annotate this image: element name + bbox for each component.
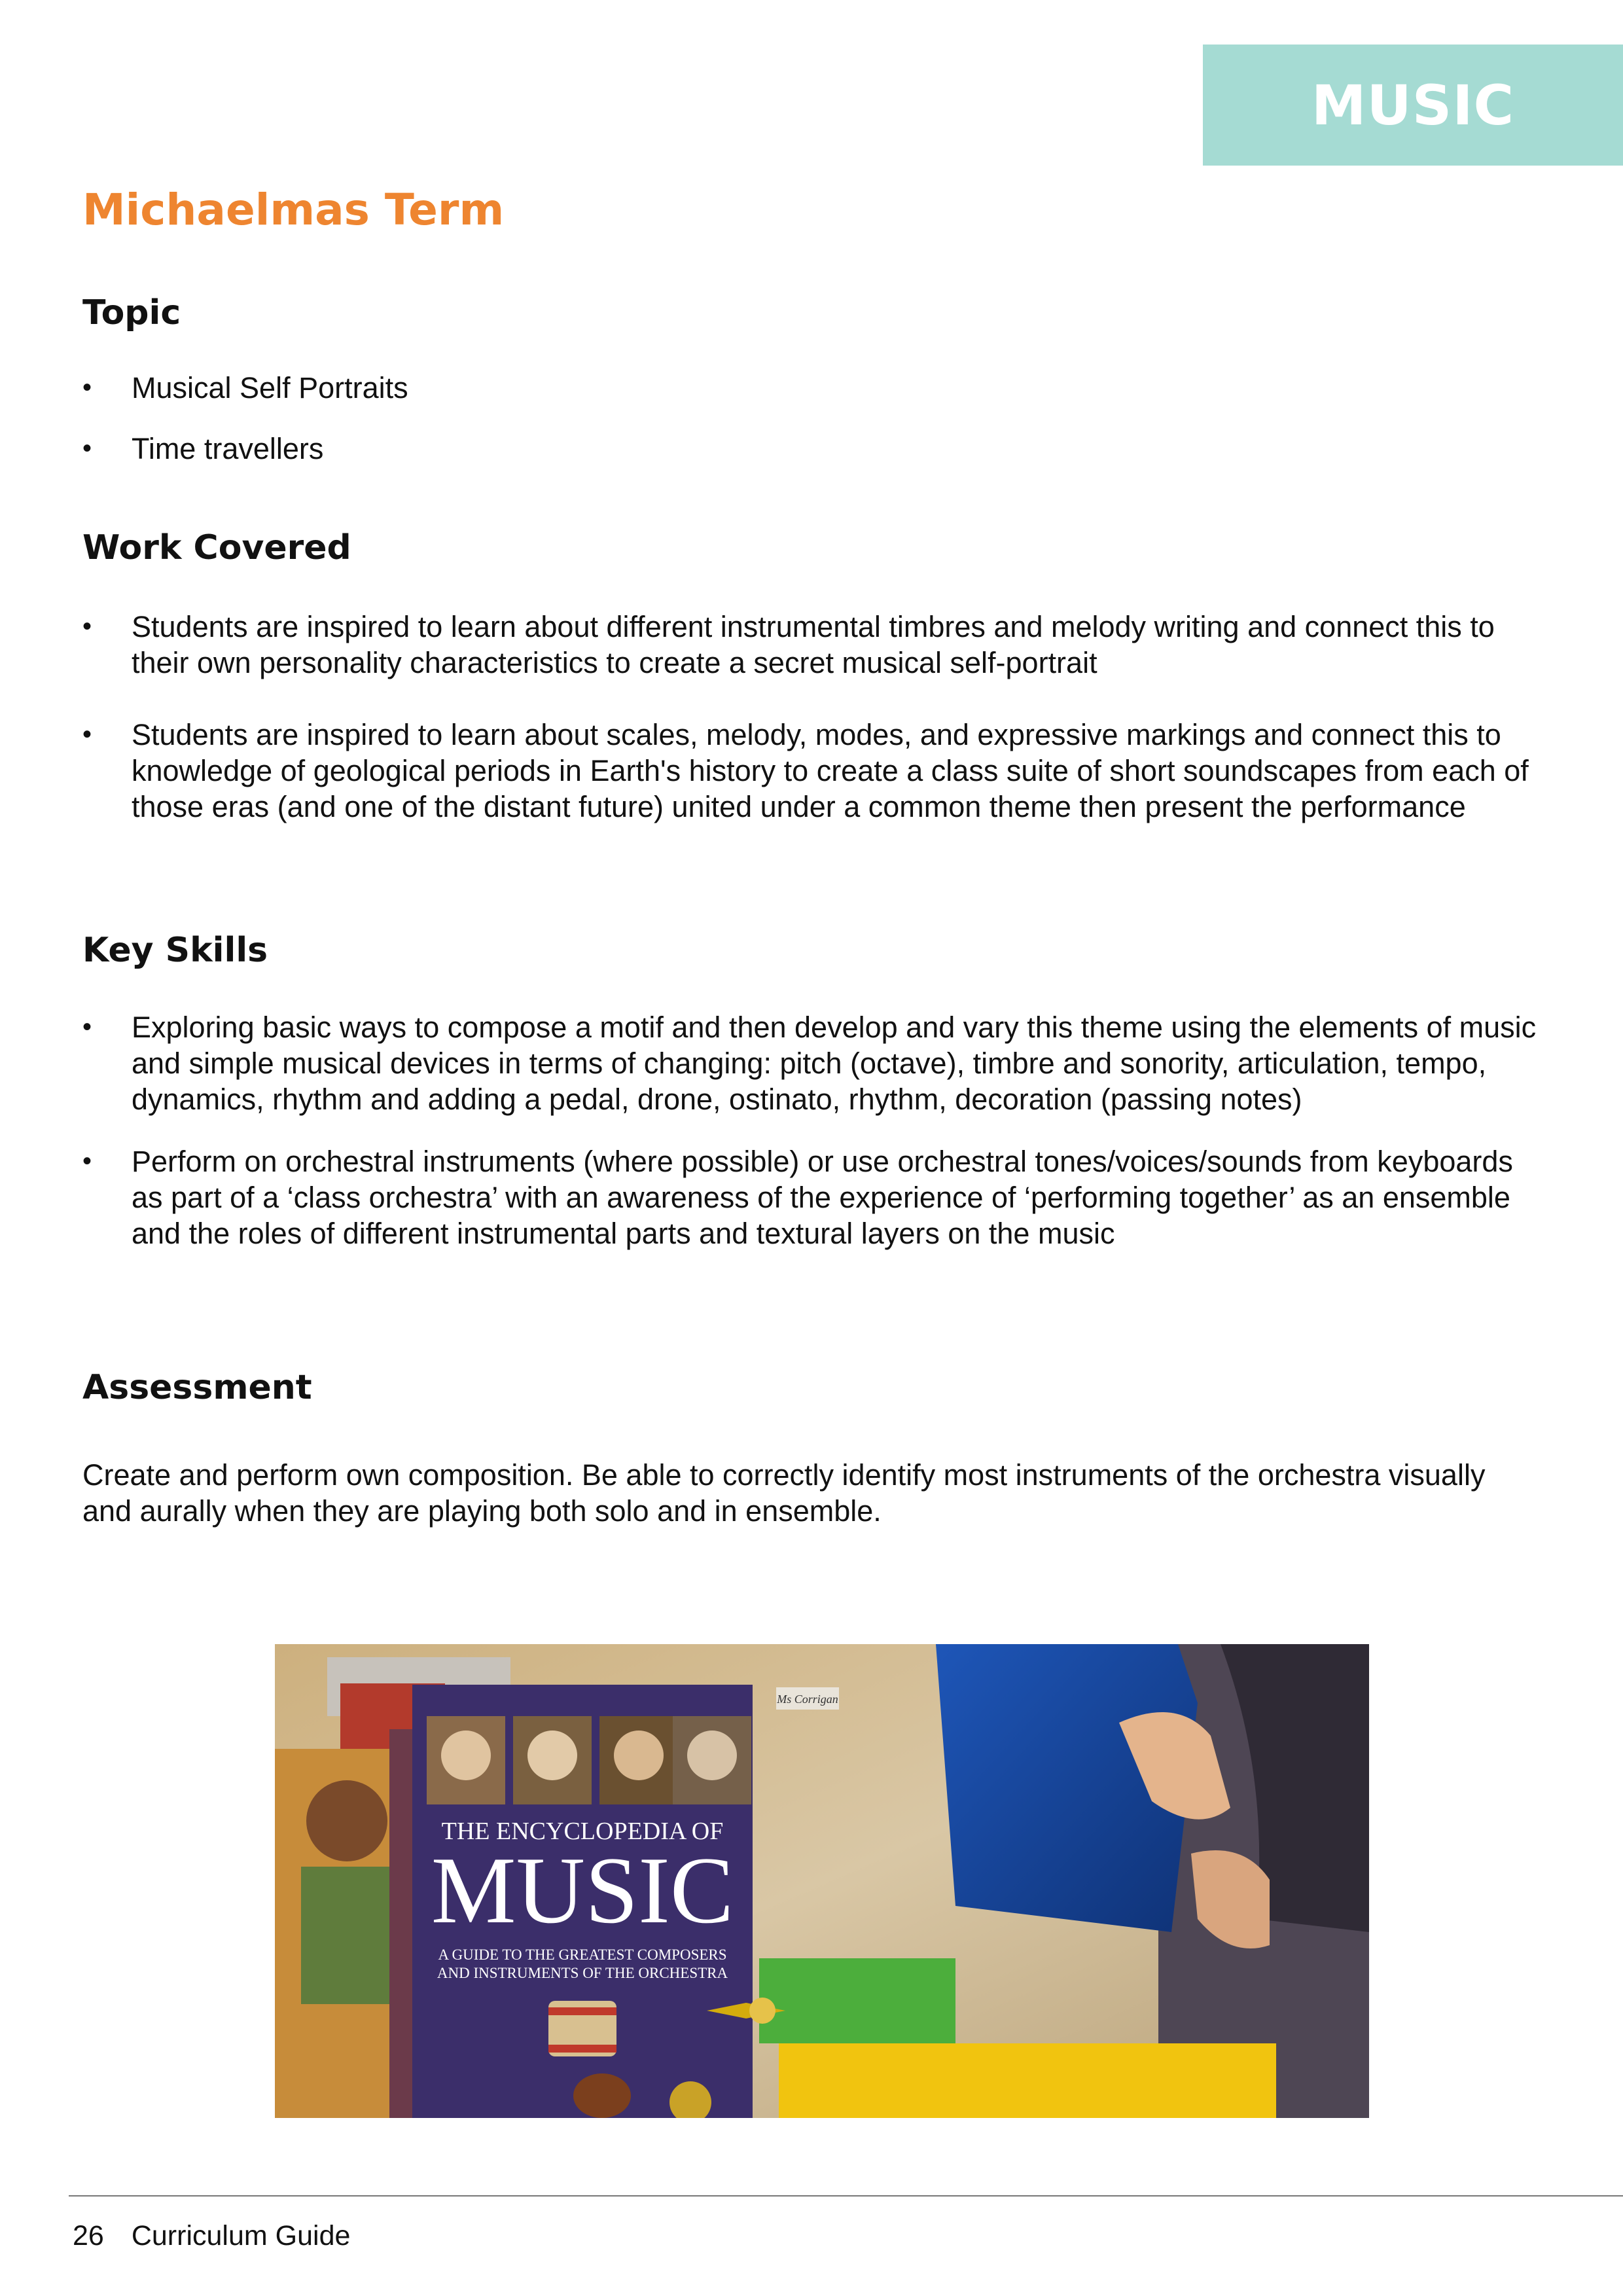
footer-rule xyxy=(69,2195,1623,2197)
book-title-line2: MUSIC xyxy=(431,1837,734,1943)
assessment-text: Create and perform own composition. Be able to correctly identify most instruments of the orchestra visually and aurally when they are playing both solo and in ensemble. xyxy=(82,1458,1486,1528)
topic-heading: Topic xyxy=(82,293,181,332)
assessment-heading: Assessment xyxy=(82,1368,312,1407)
work-covered-list xyxy=(82,609,1542,825)
list-item: • Students are inspired to learn about different instrumental timbres and melody writing and connect this to their own personality characteristics to create a secret musical self-portrait xyxy=(82,609,1542,681)
list-item: • Perform on orchestral instruments (where possible) or use orchestral tones/voices/sounds from keyboards as part of a ‘class orchestra’ with an awareness of the experience of ‘performing together’ as an ensemble and the roles of different instrumental parts and textural layers on the music xyxy=(82,1143,1542,1251)
term-title: Michaelmas Term xyxy=(82,185,505,235)
footer xyxy=(73,2220,350,2252)
key-skills-list xyxy=(82,1009,1542,1251)
book-label: Ms Corrigan xyxy=(777,1693,838,1706)
list-item: • Time travellers xyxy=(82,431,1542,467)
list-item: • Exploring basic ways to compose a motif and then develop and vary this theme using the elements of music and simple musical devices in terms of changing: pitch (octave), timbre and sonority, articulation, tempo, dynamics, rhythm and adding a pedal, drone, ostinato, rhythm, decoration (passing notes) xyxy=(82,1009,1542,1117)
topic-list xyxy=(82,370,1542,467)
key-skills-heading: Key Skills xyxy=(82,931,268,970)
subject-tab: MUSIC xyxy=(1203,45,1623,166)
portraits xyxy=(427,1716,751,1804)
page-number: 26 xyxy=(73,2220,104,2251)
list-item: • Students are inspired to learn about scales, melody, modes, and expressive markings and connect this to knowledge of geological periods in Earth's history to create a class suite of short soundscapes from each of those eras (and one of the distant future) united under a common theme then present the performance xyxy=(82,717,1542,825)
book-subtitle-line2: AND INSTRUMENTS OF THE ORCHESTRA xyxy=(437,1965,728,1981)
book-subtitle-line1: A GUIDE TO THE GREATEST COMPOSERS xyxy=(438,1946,727,1963)
work-covered-heading: Work Covered xyxy=(82,528,351,567)
music-book-photo xyxy=(275,1644,1369,2118)
guide-title: Curriculum Guide xyxy=(131,2220,351,2251)
list-item: • Musical Self Portraits xyxy=(82,370,1542,406)
yellow-book xyxy=(779,2043,1276,2118)
green-books xyxy=(759,1958,955,2043)
book-title-line1: THE ENCYCLOPEDIA OF xyxy=(441,1818,724,1845)
